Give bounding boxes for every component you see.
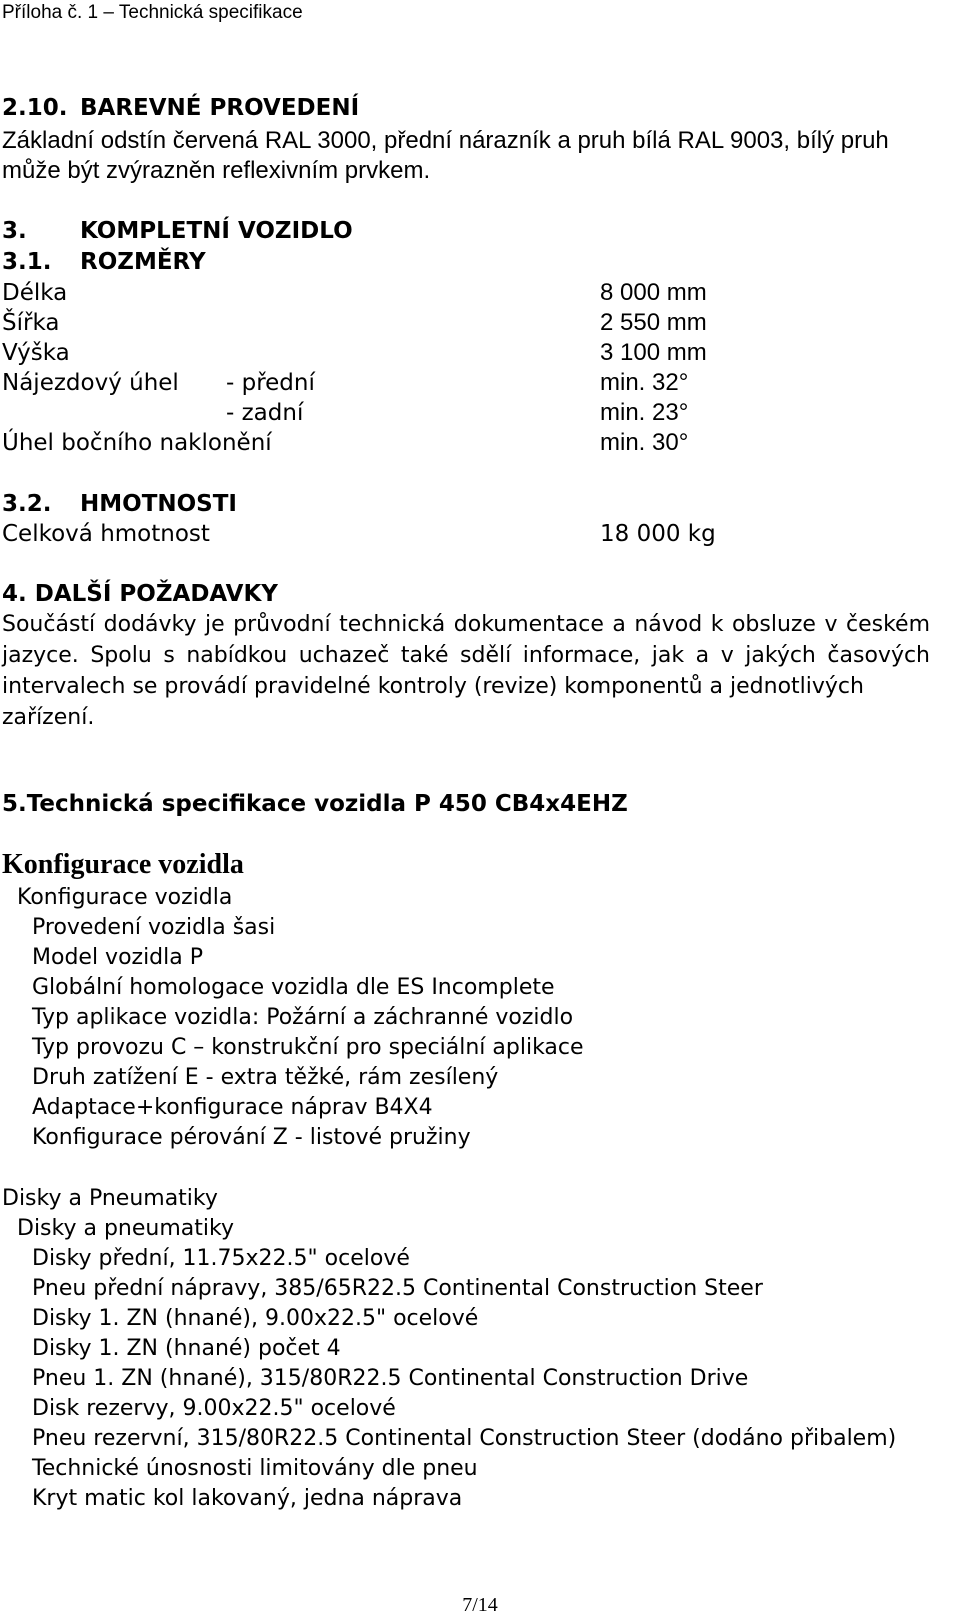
list-item: Pneu 1. ZN (hnané), 315/80R22.5 Continental Construction Drive: [32, 1366, 749, 1391]
page-number: 7/14: [462, 1594, 498, 1616]
dim-label: Úhel bočního naklonění: [2, 430, 272, 456]
dim-label: Výška: [2, 340, 70, 366]
weight-label: Celková hmotnost: [2, 521, 210, 547]
section-2-10-text-line2: může být zvýrazněn reflexivním prvkem.: [2, 157, 431, 184]
dim-value: 8 000 mm: [600, 279, 707, 306]
config-subtitle: Konfigurace vozidla: [17, 885, 233, 910]
list-item: Disk rezervy, 9.00x22.5" ocelové: [32, 1396, 396, 1421]
section-4-title: 4. DALŠÍ POŽADAVKY: [2, 581, 278, 607]
list-item: Technické únosnosti limitovány dle pneu: [32, 1456, 478, 1481]
list-item: Adaptace+konfigurace náprav B4X4: [32, 1095, 433, 1120]
list-item: Provedení vozidla šasi: [32, 915, 276, 940]
config-title: Konfigurace vozidla: [2, 849, 244, 880]
section-3-2-title: HMOTNOSTI: [80, 491, 237, 517]
section-4-line1: Součástí dodávky je průvodní technická dokumentace a návod k obsluze v českém: [2, 612, 930, 637]
list-item: Disky 1. ZN (hnané) počet 4: [32, 1336, 341, 1361]
list-item: Model vozidla P: [32, 945, 204, 970]
dim-value: 2 550 mm: [600, 309, 707, 336]
section-4-line3: intervalech se provádí pravidelné kontroly (revize) komponentů a jednotlivých: [2, 674, 864, 699]
section-3-2-number: 3.2.: [2, 491, 52, 517]
list-item: Druh zatížení E - extra těžké, rám zesílený: [32, 1065, 499, 1090]
section-5-title: 5.Technická specifikace vozidla P 450 CB4x4EHZ: [2, 791, 628, 817]
dim-value: min. 32°: [600, 369, 689, 396]
dim-sublabel: - zadní: [226, 400, 304, 426]
dim-value: min. 30°: [600, 429, 689, 456]
section-4-paragraph: [2, 609, 930, 733]
weight-value: 18 000 kg: [600, 521, 716, 547]
dim-label: Šířka: [2, 310, 60, 336]
list-item: Pneu přední nápravy, 385/65R22.5 Continental Construction Steer: [32, 1276, 763, 1301]
list-item: Disky 1. ZN (hnané), 9.00x22.5" ocelové: [32, 1306, 479, 1331]
section-4-line2: jazyce. Spolu s nabídkou uchazeč také sdělí informace, jak a v jakých časových: [2, 643, 930, 668]
page-header: Příloha č. 1 – Technická specifikace: [2, 2, 303, 23]
section-2-10-text-line1: Základní odstín červená RAL 3000, přední nárazník a pruh bílá RAL 9003, bílý pruh: [2, 127, 889, 154]
section-2-10-title: BAREVNÉ PROVEDENÍ: [80, 95, 360, 121]
list-item: Typ aplikace vozidla: Požární a záchranné vozidlo: [32, 1005, 574, 1030]
list-item: Disky přední, 11.75x22.5" ocelové: [32, 1246, 410, 1271]
dim-label: Nájezdový úhel: [2, 370, 179, 396]
dim-label: Délka: [2, 280, 68, 306]
section-3-1-number: 3.1.: [2, 249, 52, 275]
list-item: Pneu rezervní, 315/80R22.5 Continental Construction Steer (dodáno přibalem): [32, 1426, 897, 1451]
section-2-10-number: 2.10.: [2, 95, 68, 121]
wheels-subtitle: Disky a pneumatiky: [17, 1216, 234, 1241]
section-3-number: 3.: [2, 218, 27, 244]
wheels-title: Disky a Pneumatiky: [2, 1186, 218, 1211]
dim-value: 3 100 mm: [600, 339, 707, 366]
dim-sublabel: - přední: [226, 370, 315, 396]
section-3-title: KOMPLETNÍ VOZIDLO: [80, 218, 353, 244]
list-item: Globální homologace vozidla dle ES Incomplete: [32, 975, 555, 1000]
list-item: Typ provozu C – konstrukční pro speciální aplikace: [32, 1035, 584, 1060]
list-item: Kryt matic kol lakovaný, jedna náprava: [32, 1486, 463, 1511]
section-3-1-title: ROZMĚRY: [80, 249, 206, 275]
section-4-line4: zařízení.: [2, 705, 95, 730]
dim-value: min. 23°: [600, 399, 689, 426]
list-item: Konfigurace pérování Z - listové pružiny: [32, 1125, 471, 1150]
